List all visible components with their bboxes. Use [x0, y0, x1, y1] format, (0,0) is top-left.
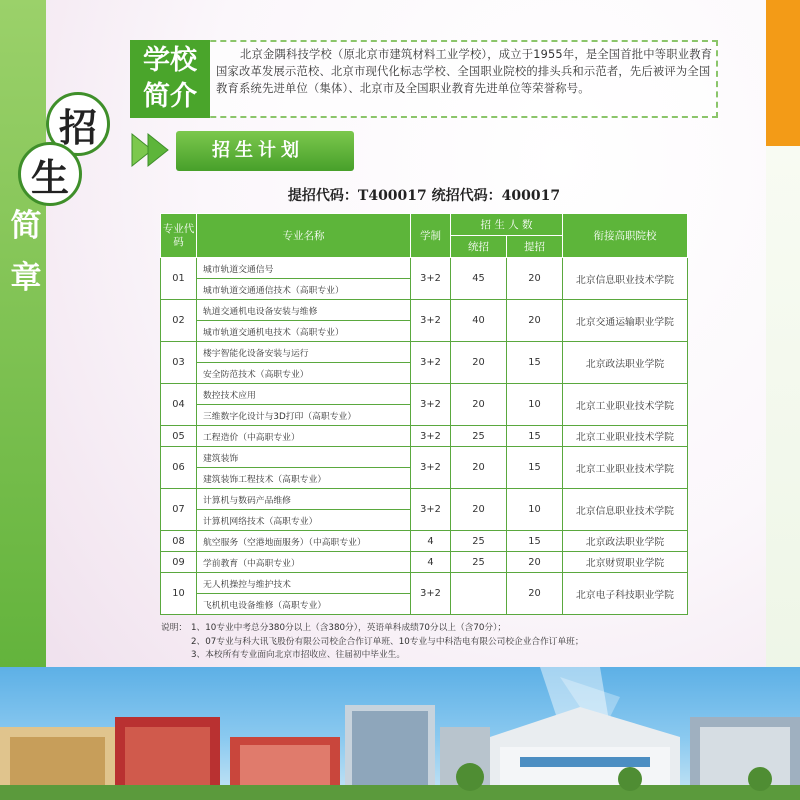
cell-code: 09 [161, 552, 197, 573]
cell-early: 10 [507, 384, 563, 426]
cell-major: 计算机与数码产品维修 [197, 489, 411, 510]
cell-unified: 45 [451, 258, 507, 300]
cell-years: 3+2 [411, 573, 451, 615]
cell-early: 20 [507, 258, 563, 300]
table-row [161, 258, 688, 279]
header-name: 专业名称 [197, 214, 411, 258]
cell-early: 15 [507, 426, 563, 447]
orange-accent-strip [766, 0, 800, 146]
cell-years: 4 [411, 552, 451, 573]
cell-unified: 25 [451, 531, 507, 552]
side-title-char: 简 [10, 208, 42, 244]
intro-label [130, 40, 210, 118]
cell-code: 10 [161, 573, 197, 615]
cell-unified: 40 [451, 300, 507, 342]
cell-early: 10 [507, 489, 563, 531]
cell-unified: 25 [451, 552, 507, 573]
cell-unified: 25 [451, 426, 507, 447]
enrollment-codes: 提招代码：T400017 统招代码：400017 [287, 188, 561, 204]
cell-years: 3+2 [411, 447, 451, 489]
cell-major: 工程造价（中高职专业） [197, 426, 411, 447]
intro-text: 北京金隅科技学校（原北京市建筑材料工业学校），成立于1955年，是全国首批中等职业教育国家改革发展示范校、北京市现代化标志学校、全国职业院校的排头兵和示范者，先后被评为全国教育系统先进单位（集体）、北京市及全国职业教育先进单位等荣誉称号。 [216, 48, 713, 95]
header-years: 学制 [411, 214, 451, 258]
side-title-char: 章 [10, 260, 42, 296]
cell-college: 北京信息职业技术学院 [563, 258, 688, 300]
table-body [161, 258, 688, 615]
table-row [161, 447, 688, 468]
cell-major: 数控技术应用 [197, 384, 411, 405]
circle-char-zhao: 招 [46, 92, 110, 156]
cell-years: 3+2 [411, 258, 451, 300]
cell-major: 轨道交通机电设备安装与维修 [197, 300, 411, 321]
side-title [8, 200, 44, 304]
cell-college: 北京工业职业技术学院 [563, 426, 688, 447]
cell-major: 三维数字化设计与3D打印（高职专业） [197, 405, 411, 426]
note-item: 3、本校所有专业面向北京市招收应、往届初中毕业生。 [191, 650, 406, 660]
table-row [161, 573, 688, 594]
cell-code: 01 [161, 258, 197, 300]
cell-major: 城市轨道交通信号 [197, 258, 411, 279]
cell-college: 北京政法职业学院 [563, 531, 688, 552]
note-item: 1、10专业中考总分380分以上（含380分），英语单科成绩70分以上（含70分）； [191, 623, 507, 633]
cell-unified: 20 [451, 342, 507, 384]
header-early: 提招 [507, 236, 563, 258]
table-row [161, 552, 688, 573]
cell-major: 飞机机电设备维修（高职专业） [197, 594, 411, 615]
cell-major: 建筑装饰工程技术（高职专业） [197, 468, 411, 489]
cell-years: 3+2 [411, 300, 451, 342]
cell-college: 北京政法职业学院 [563, 342, 688, 384]
cell-early: 20 [507, 573, 563, 615]
header-unified: 统招 [451, 236, 507, 258]
circle-char-sheng: 生 [18, 142, 82, 206]
table-row [161, 300, 688, 321]
cell-early: 15 [507, 447, 563, 489]
cell-major: 城市轨道交通机电技术（高职专业） [197, 321, 411, 342]
cell-college: 北京信息职业技术学院 [563, 489, 688, 531]
cell-years: 3+2 [411, 384, 451, 426]
cell-code: 07 [161, 489, 197, 531]
plan-title: 招生计划 [176, 131, 354, 171]
cell-major: 航空服务（空港地面服务）（中高职专业） [197, 531, 411, 552]
cell-major: 计算机网络技术（高职专业） [197, 510, 411, 531]
header-enroll: 招 生 人 数 [451, 214, 563, 236]
cell-code: 05 [161, 426, 197, 447]
cell-early: 15 [507, 531, 563, 552]
cell-code: 08 [161, 531, 197, 552]
enrollment-table [160, 213, 688, 615]
cell-unified: 20 [451, 447, 507, 489]
cell-early: 20 [507, 552, 563, 573]
table-row [161, 531, 688, 552]
arrow-icon [130, 130, 172, 170]
cell-code: 06 [161, 447, 197, 489]
notes [161, 622, 681, 663]
table-row [161, 342, 688, 363]
cell-college: 北京电子科技职业学院 [563, 573, 688, 615]
header-code: 专业代码 [161, 214, 197, 258]
cell-years: 4 [411, 531, 451, 552]
intro-label-line: 简介 [143, 81, 197, 112]
cell-unified: 20 [451, 489, 507, 531]
cell-college: 北京工业职业技术学院 [563, 447, 688, 489]
table-row [161, 426, 688, 447]
cell-major: 楼宇智能化设备安装与运行 [197, 342, 411, 363]
cell-unified [451, 573, 507, 615]
cell-major: 建筑装饰 [197, 447, 411, 468]
table-row [161, 489, 688, 510]
right-light-band [766, 146, 800, 676]
cell-college: 北京财贸职业学院 [563, 552, 688, 573]
cell-college: 北京工业职业技术学院 [563, 384, 688, 426]
cell-major: 无人机操控与维护技术 [197, 573, 411, 594]
cell-years: 3+2 [411, 426, 451, 447]
cell-early: 20 [507, 300, 563, 342]
cell-college: 北京交通运输职业学院 [563, 300, 688, 342]
cell-early: 15 [507, 342, 563, 384]
cell-code: 02 [161, 300, 197, 342]
table-row [161, 384, 688, 405]
cell-major: 学前教育（中高职专业） [197, 552, 411, 573]
header-college: 衔接高职院校 [563, 214, 688, 258]
cell-major: 安全防范技术（高职专业） [197, 363, 411, 384]
cell-code: 03 [161, 342, 197, 384]
intro-label-line: 学校 [143, 45, 197, 76]
notes-label: 说明： [161, 623, 188, 633]
cell-years: 3+2 [411, 489, 451, 531]
campus-photo [0, 667, 800, 800]
left-green-band [0, 0, 46, 670]
cell-years: 3+2 [411, 342, 451, 384]
cell-major: 城市轨道交通通信技术（高职专业） [197, 279, 411, 300]
note-item: 2、07专业与科大讯飞股份有限公司校企合作订单班、10专业与中科浩电有限公司校企业合作订单班； [191, 636, 584, 647]
cell-code: 04 [161, 384, 197, 426]
cell-unified: 20 [451, 384, 507, 426]
